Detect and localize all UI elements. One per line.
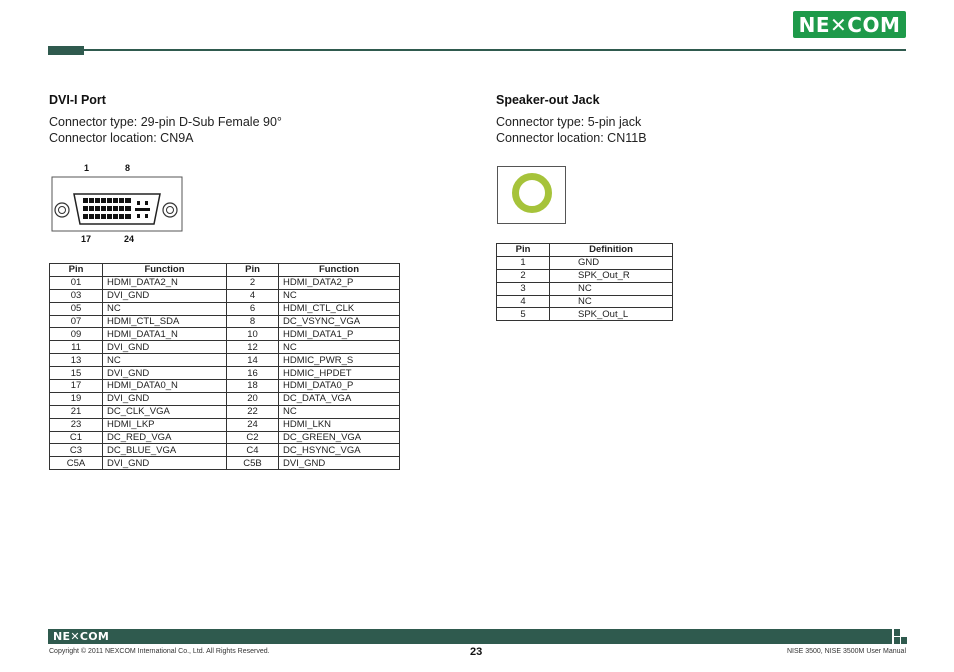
pin-cell: 07 (50, 315, 103, 328)
function-cell: DC_RED_VGA (103, 431, 227, 444)
pin-cell: 19 (50, 392, 103, 405)
pin-cell: 6 (227, 302, 279, 315)
table-row (50, 315, 400, 328)
pin-cell: 24 (227, 418, 279, 431)
function-cell: DVI_GND (279, 457, 400, 470)
pin-cell: 13 (50, 354, 103, 367)
pin-cell: 05 (50, 302, 103, 315)
page-number: 23 (470, 646, 483, 658)
definition-cell: SPK_Out_L (550, 308, 673, 321)
function-cell: HDMIC_PWR_S (279, 354, 400, 367)
function-cell: DC_CLK_VGA (103, 405, 227, 418)
pin-cell: 14 (227, 354, 279, 367)
footer-square-icon (901, 637, 907, 644)
speaker-connector-location: Connector location: CN11B (496, 131, 647, 145)
table-row (50, 457, 400, 470)
pin-cell: 2 (227, 276, 279, 289)
table-row (50, 444, 400, 457)
function-cell: HDMI_DATA1_N (103, 328, 227, 341)
function-cell: NC (279, 341, 400, 354)
pin-cell: 15 (50, 367, 103, 380)
header-function-even: Function (279, 264, 400, 277)
pin-cell: 03 (50, 289, 103, 302)
footer-logo: NE✕COM (53, 630, 110, 643)
pin-cell: 5 (497, 308, 550, 321)
pin-cell: 22 (227, 405, 279, 418)
footer-square-icon (894, 637, 900, 644)
pin-cell: 1 (497, 256, 550, 269)
dvi-pin-label-17: 17 (81, 234, 92, 244)
function-cell: HDMI_CTL_CLK (279, 302, 400, 315)
table-row (50, 392, 400, 405)
function-cell: DVI_GND (103, 457, 227, 470)
speaker-section-title: Speaker-out Jack (496, 93, 600, 107)
header-pin-even: Pin (227, 264, 279, 277)
dvi-connector-type: Connector type: 29-pin D-Sub Female 90° (49, 115, 282, 129)
table-row (497, 295, 673, 308)
pin-cell: 4 (227, 289, 279, 302)
dvi-connector-location: Connector location: CN9A (49, 131, 194, 145)
dvi-pin-table (49, 263, 400, 470)
function-cell: HDMI_DATA2_P (279, 276, 400, 289)
function-cell: NC (279, 289, 400, 302)
table-row (497, 282, 673, 295)
header-rule (48, 49, 906, 51)
header-pin: Pin (497, 244, 550, 257)
table-header-row (497, 244, 673, 257)
table-row (497, 308, 673, 321)
definition-cell: NC (550, 295, 673, 308)
function-cell: DVI_GND (103, 289, 227, 302)
function-cell: DC_DATA_VGA (279, 392, 400, 405)
function-cell: DC_GREEN_VGA (279, 431, 400, 444)
table-row (50, 289, 400, 302)
table-row (50, 354, 400, 367)
pin-cell: 17 (50, 380, 103, 393)
pin-cell: 23 (50, 418, 103, 431)
function-cell: HDMI_DATA0_P (279, 380, 400, 393)
header-definition: Definition (550, 244, 673, 257)
pin-cell: 4 (497, 295, 550, 308)
function-cell: NC (103, 354, 227, 367)
definition-cell: NC (550, 282, 673, 295)
footer-square-icon (894, 629, 900, 636)
function-cell: DC_BLUE_VGA (103, 444, 227, 457)
pin-cell: C4 (227, 444, 279, 457)
function-cell: HDMIC_HPDET (279, 367, 400, 380)
pin-cell: 01 (50, 276, 103, 289)
pin-cell: 11 (50, 341, 103, 354)
pin-cell: 12 (227, 341, 279, 354)
function-cell: NC (103, 302, 227, 315)
table-row (50, 302, 400, 315)
dvi-section-title: DVI-I Port (49, 93, 106, 107)
function-cell: DC_VSYNC_VGA (279, 315, 400, 328)
footer-bar (48, 629, 892, 644)
logo-text: NE✕COM (798, 12, 901, 37)
function-cell: NC (279, 405, 400, 418)
function-cell: HDMI_CTL_SDA (103, 315, 227, 328)
pin-cell: 18 (227, 380, 279, 393)
pin-cell: C5A (50, 457, 103, 470)
table-row (50, 276, 400, 289)
pin-cell: C1 (50, 431, 103, 444)
function-cell: DVI_GND (103, 367, 227, 380)
manual-title: NISE 3500, NISE 3500M User Manual (786, 648, 906, 655)
pin-cell: C5B (227, 457, 279, 470)
speaker-jack-ring-icon (512, 173, 552, 213)
table-row (50, 418, 400, 431)
table-row (50, 431, 400, 444)
table-row (497, 269, 673, 282)
speaker-pin-table (496, 243, 673, 321)
table-row (50, 405, 400, 418)
function-cell: DC_HSYNC_VGA (279, 444, 400, 457)
header-function-odd: Function (103, 264, 227, 277)
table-row (497, 256, 673, 269)
pin-cell: 10 (227, 328, 279, 341)
pin-cell: 09 (50, 328, 103, 341)
pin-cell: C2 (227, 431, 279, 444)
pin-cell: 3 (497, 282, 550, 295)
dvi-pin-label-1: 1 (84, 163, 90, 173)
definition-cell: SPK_Out_R (550, 269, 673, 282)
pin-cell: 20 (227, 392, 279, 405)
pin-cell: 8 (227, 315, 279, 328)
definition-cell: GND (550, 256, 673, 269)
pin-cell: 16 (227, 367, 279, 380)
copyright-text: Copyright © 2011 NEXCOM International Co., Ltd. All Rights Reserved. (49, 648, 270, 655)
function-cell: HDMI_DATA0_N (103, 380, 227, 393)
function-cell: HDMI_LKP (103, 418, 227, 431)
function-cell: HDMI_DATA2_N (103, 276, 227, 289)
pin-cell: C3 (50, 444, 103, 457)
header-pin-odd: Pin (50, 264, 103, 277)
table-row (50, 380, 400, 393)
pin-cell: 21 (50, 405, 103, 418)
speaker-connector-type: Connector type: 5-pin jack (496, 115, 642, 129)
table-row (50, 328, 400, 341)
table-header-row (50, 264, 400, 277)
function-cell: DVI_GND (103, 341, 227, 354)
dvi-pin-label-8: 8 (125, 163, 131, 173)
function-cell: HDMI_LKN (279, 418, 400, 431)
dvi-pin-label-24: 24 (124, 234, 135, 244)
function-cell: DVI_GND (103, 392, 227, 405)
function-cell: HDMI_DATA1_P (279, 328, 400, 341)
table-row (50, 341, 400, 354)
table-row (50, 367, 400, 380)
nexcom-logo (793, 11, 906, 38)
dvi-connector-diagram (49, 176, 185, 232)
pin-cell: 2 (497, 269, 550, 282)
